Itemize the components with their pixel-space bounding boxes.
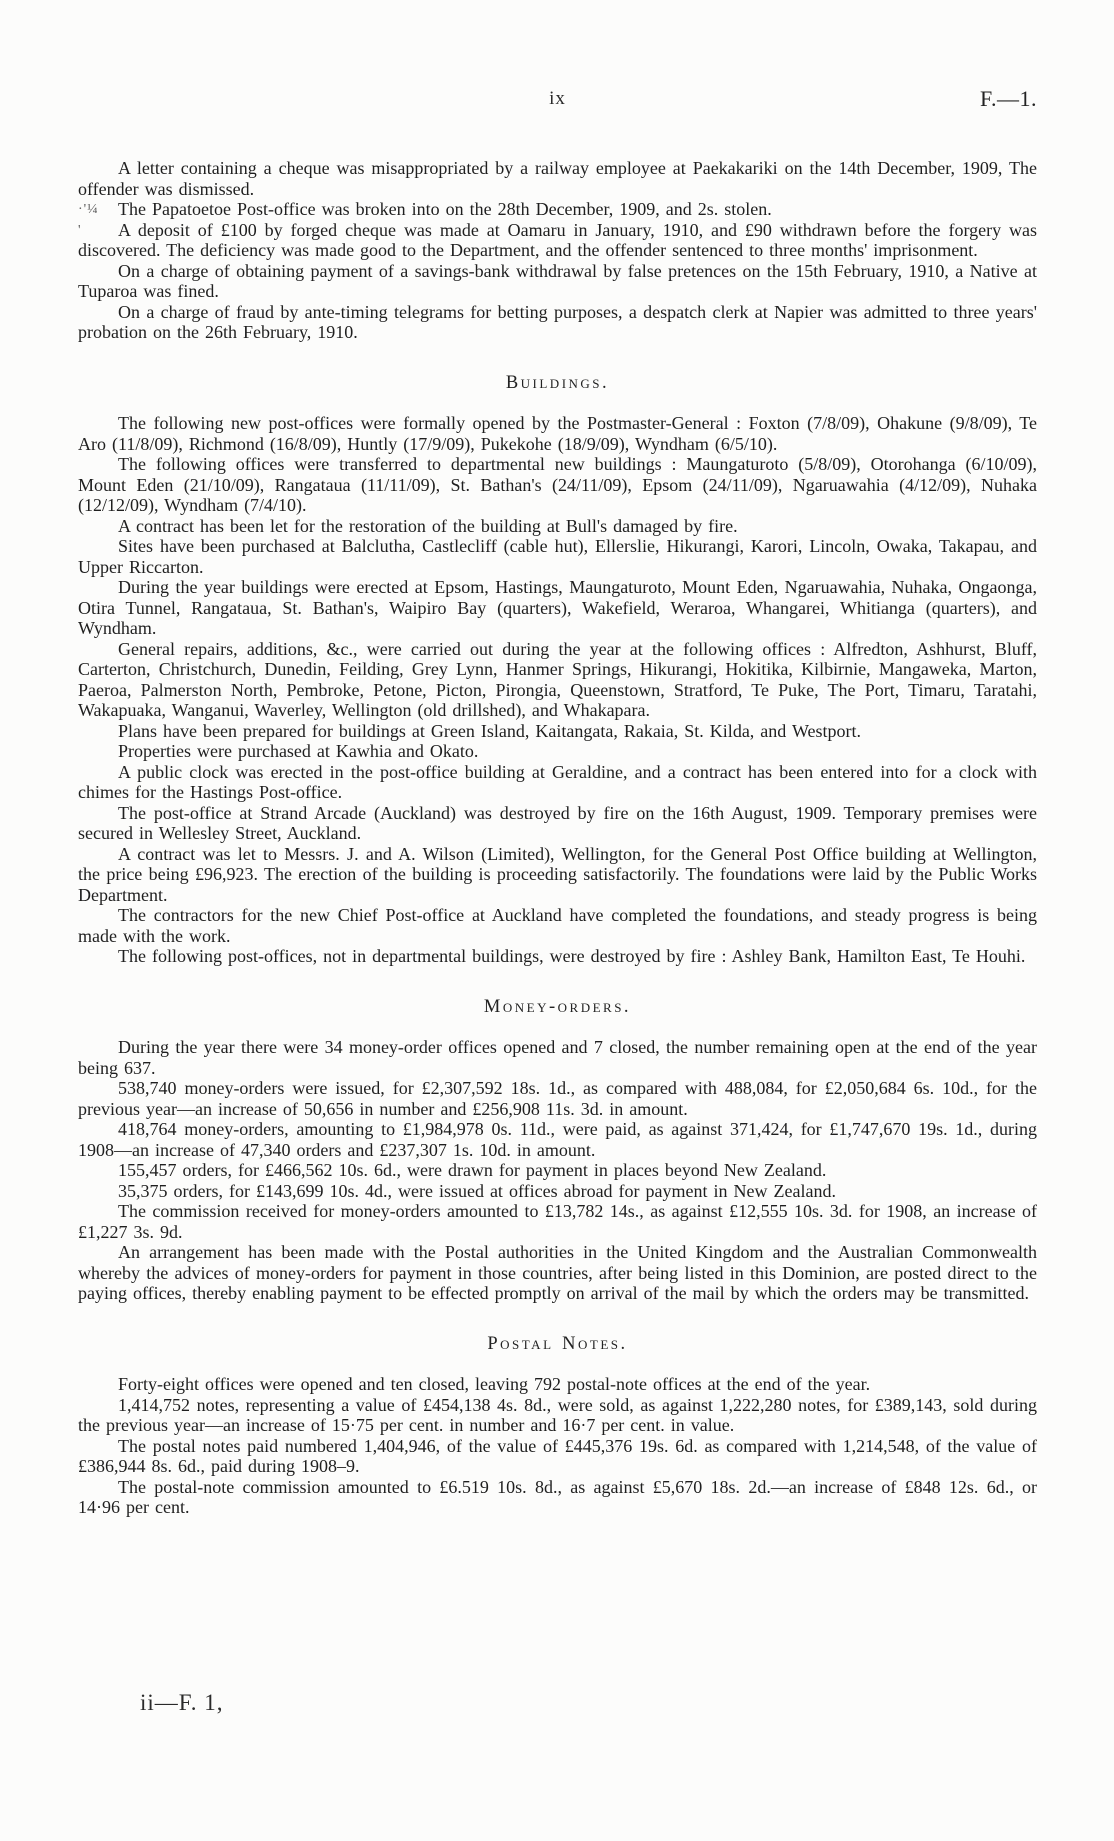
paragraph: Sites have been purchased at Balclutha, Castlecliff (cable hut), Ellerslie, Hikurangi, Karori, Lincoln, Owaka, Takapau, and Upper Riccarton. bbox=[78, 536, 1037, 577]
paragraph: 538,740 money-orders were issued, for £2,307,592 18s. 1d., as compared with 488,084, for £2,050,684 6s. 10d., for the previous year—an increase of 50,656 in number and £256,908 11s. 3d. in amount. bbox=[78, 1078, 1037, 1119]
paragraph: Forty-eight offices were opened and ten closed, leaving 792 postal-note offices at the end of the year. bbox=[118, 1374, 871, 1394]
paragraph: The postal notes paid numbered 1,404,946, of the value of £445,376 19s. 6d. as compared with 1,214,548, of the value of £386,944 8s. 6d., paid during 1908–9. bbox=[78, 1435, 1037, 1476]
imprint-line: ii—F. 1, bbox=[140, 1690, 224, 1715]
paragraph: On a charge of obtaining payment of a savings-bank withdrawal by false pretences on the 15th February, 1910, a Native at Tuparoa was fined. bbox=[78, 260, 1037, 301]
paragraph: A deposit of £100 by forged cheque was made at Oamaru in January, 1910, and £90 withdrawn before the forgery was discovered. The deficiency was made good to the Department, and the offender sentenced to three months' imprisonment. ' bbox=[78, 219, 1037, 260]
paragraph: The commission received for money-orders amounted to £13,782 14s., as against £12,555 10s. 3d. for 1908, an increase of £1,227 3s. 9d. bbox=[78, 1201, 1037, 1242]
paragraph: The following offices were transferred to departmental new buildings : Maungaturoto (5/8/09), Otorohanga (6/10/09), Mount Eden (21/10/09), Rangataua (11/11/09), St. Bathan's (24/11/09), Epsom (24/11/09), Ngaruawahia (4/12/09), Nuhaka (12/12/09), Wyndham (7/4/10). bbox=[78, 454, 1037, 515]
paragraph: The post-office at Strand Arcade (Auckland) was destroyed by fire on the 16th August, 1909. Temporary premises were secured in Wellesley Street, Auckland. bbox=[78, 802, 1037, 843]
paragraph: A public clock was erected in the post-office building at Geraldine, and a contract has been entered into for a clock with chimes for the Hastings Post-office. bbox=[78, 761, 1037, 802]
section-heading: Buildings. bbox=[505, 372, 610, 393]
paragraph: Properties were purchased at Kawhia and Okato. bbox=[118, 741, 479, 761]
paragraph: A contract has been let for the restoration of the building at Bull's damaged by fire. bbox=[118, 515, 738, 536]
paragraph: The contractors for the new Chief Post-office at Auckland have completed the foundations, and steady progress is being made with the work. bbox=[78, 905, 1037, 946]
page-header bbox=[78, 86, 1037, 116]
paragraph: 418,764 money-orders, amounting to £1,984,978 0s. 11d., were paid, as against 371,424, for £1,747,670 19s. 1d., during 1908—an increase of 47,340 orders and £237,307 1s. 10d. in amount. bbox=[78, 1119, 1037, 1160]
paragraph: 1,414,752 notes, representing a value of £454,138 4s. 8d., were sold, as against 1,222,280 notes, for £389,143, sold during the previous year—an increase of 15·75 per cent. in number and 16·7 per cent. in value. bbox=[78, 1394, 1037, 1435]
paragraph: A contract was let to Messrs. J. and A. Wilson (Limited), Wellington, for the General Post Office building at Wellington, the price being £96,923. The erection of the building is proceeding satisfactorily. The foundations were laid by the Public Works Department. bbox=[78, 843, 1037, 905]
paragraph: On a charge of fraud by ante-timing telegrams for betting purposes, a despatch clerk at Napier was admitted to three years' probation on the 26th February, 1910. bbox=[78, 301, 1037, 342]
paragraph: An arrangement has been made with the Postal authorities in the United Kingdom and the Australian Commonwealth whereby the advices of money-orders for payment in those countries, after being listed in this Dominion, are posted direct to the paying offices, thereby enabling payment to be effected promptly on arrival of the mail by which the orders may be transmitted. bbox=[78, 1242, 1037, 1303]
section-heading: Money-orders. bbox=[483, 996, 632, 1017]
folio-page-number: ix bbox=[549, 88, 566, 109]
paragraph: General repairs, additions, &c., were carried out during the year at the following offices : Alfredton, Ashhurst, Bluff, Carterton, Christchurch, Dunedin, Feilding, Grey Lynn, Hanmer Springs, Hikurangi, Hokitika, Kilbirnie, Mangaweka, Marton, Paeroa, Palmerston North, Pembroke, Petone, Picton, Pirongia, Queenstown, Stratford, Te Puke, The Port, Timaru, Taratahi, Wakapuaka, Wanganui, Waverley, Wellington (old drillshed), and Whakapara. bbox=[78, 638, 1037, 720]
document-reference: F.—1. bbox=[980, 86, 1037, 111]
paragraph: The postal-note commission amounted to £6.519 10s. 8d., as against £5,670 18s. 2d.—an increase of £848 12s. 6d., or 14·96 per cent. bbox=[78, 1476, 1037, 1517]
paragraph: 35,375 orders, for £143,699 10s. 4d., were issued at offices abroad for payment in New Zealand. bbox=[118, 1180, 836, 1201]
paragraph: During the year there were 34 money-order offices opened and 7 closed, the number remaining open at the end of the year being 637. bbox=[78, 1037, 1037, 1078]
paragraph: The Papatoetoe Post-office was broken into on the 28th December, 1909, and 2s. stolen. ·'¼ bbox=[78, 199, 772, 219]
section-heading: Postal Notes. bbox=[487, 1333, 628, 1354]
paragraph: The following post-offices, not in departmental buildings, were destroyed by fire : Ashley Bank, Hamilton East, Te Houhi. bbox=[118, 946, 1026, 966]
paragraph: During the year buildings were erected at Epsom, Hastings, Maungaturoto, Mount Eden, Ngaruawahia, Nuhaka, Ongaonga, Otira Tunnel, Rangataua, St. Bathan's, Waipiro Bay (quarters), Wakefield, Weraroa, Whangarei, Whitianga (quarters), and Wyndham. bbox=[78, 577, 1037, 638]
document-body bbox=[78, 158, 1037, 1518]
paragraph: A letter containing a cheque was misappropriated by a railway employee at Paekakariki on the 14th December, 1909, The offender was dismissed. bbox=[78, 158, 1037, 199]
paragraph: Plans have been prepared for buildings at Green Island, Kaitangata, Rakaia, St. Kilda, and Westport. bbox=[118, 720, 862, 741]
print-artifact-mark: ·'¼ bbox=[78, 202, 99, 217]
print-artifact-mark: ' bbox=[78, 222, 82, 238]
page-footer bbox=[140, 1690, 223, 1716]
paragraph: 155,457 orders, for £466,562 10s. 6d., were drawn for payment in places beyond New Zealand. bbox=[118, 1160, 827, 1180]
paragraph: The following new post-offices were formally opened by the Postmaster-General : Foxton (7/8/09), Ohakune (9/8/09), Te Aro (11/8/09), Richmond (16/8/09), Huntly (17/9/09), Pukekohe (18/9/09), Wyndham (6/5/10). bbox=[78, 413, 1037, 454]
